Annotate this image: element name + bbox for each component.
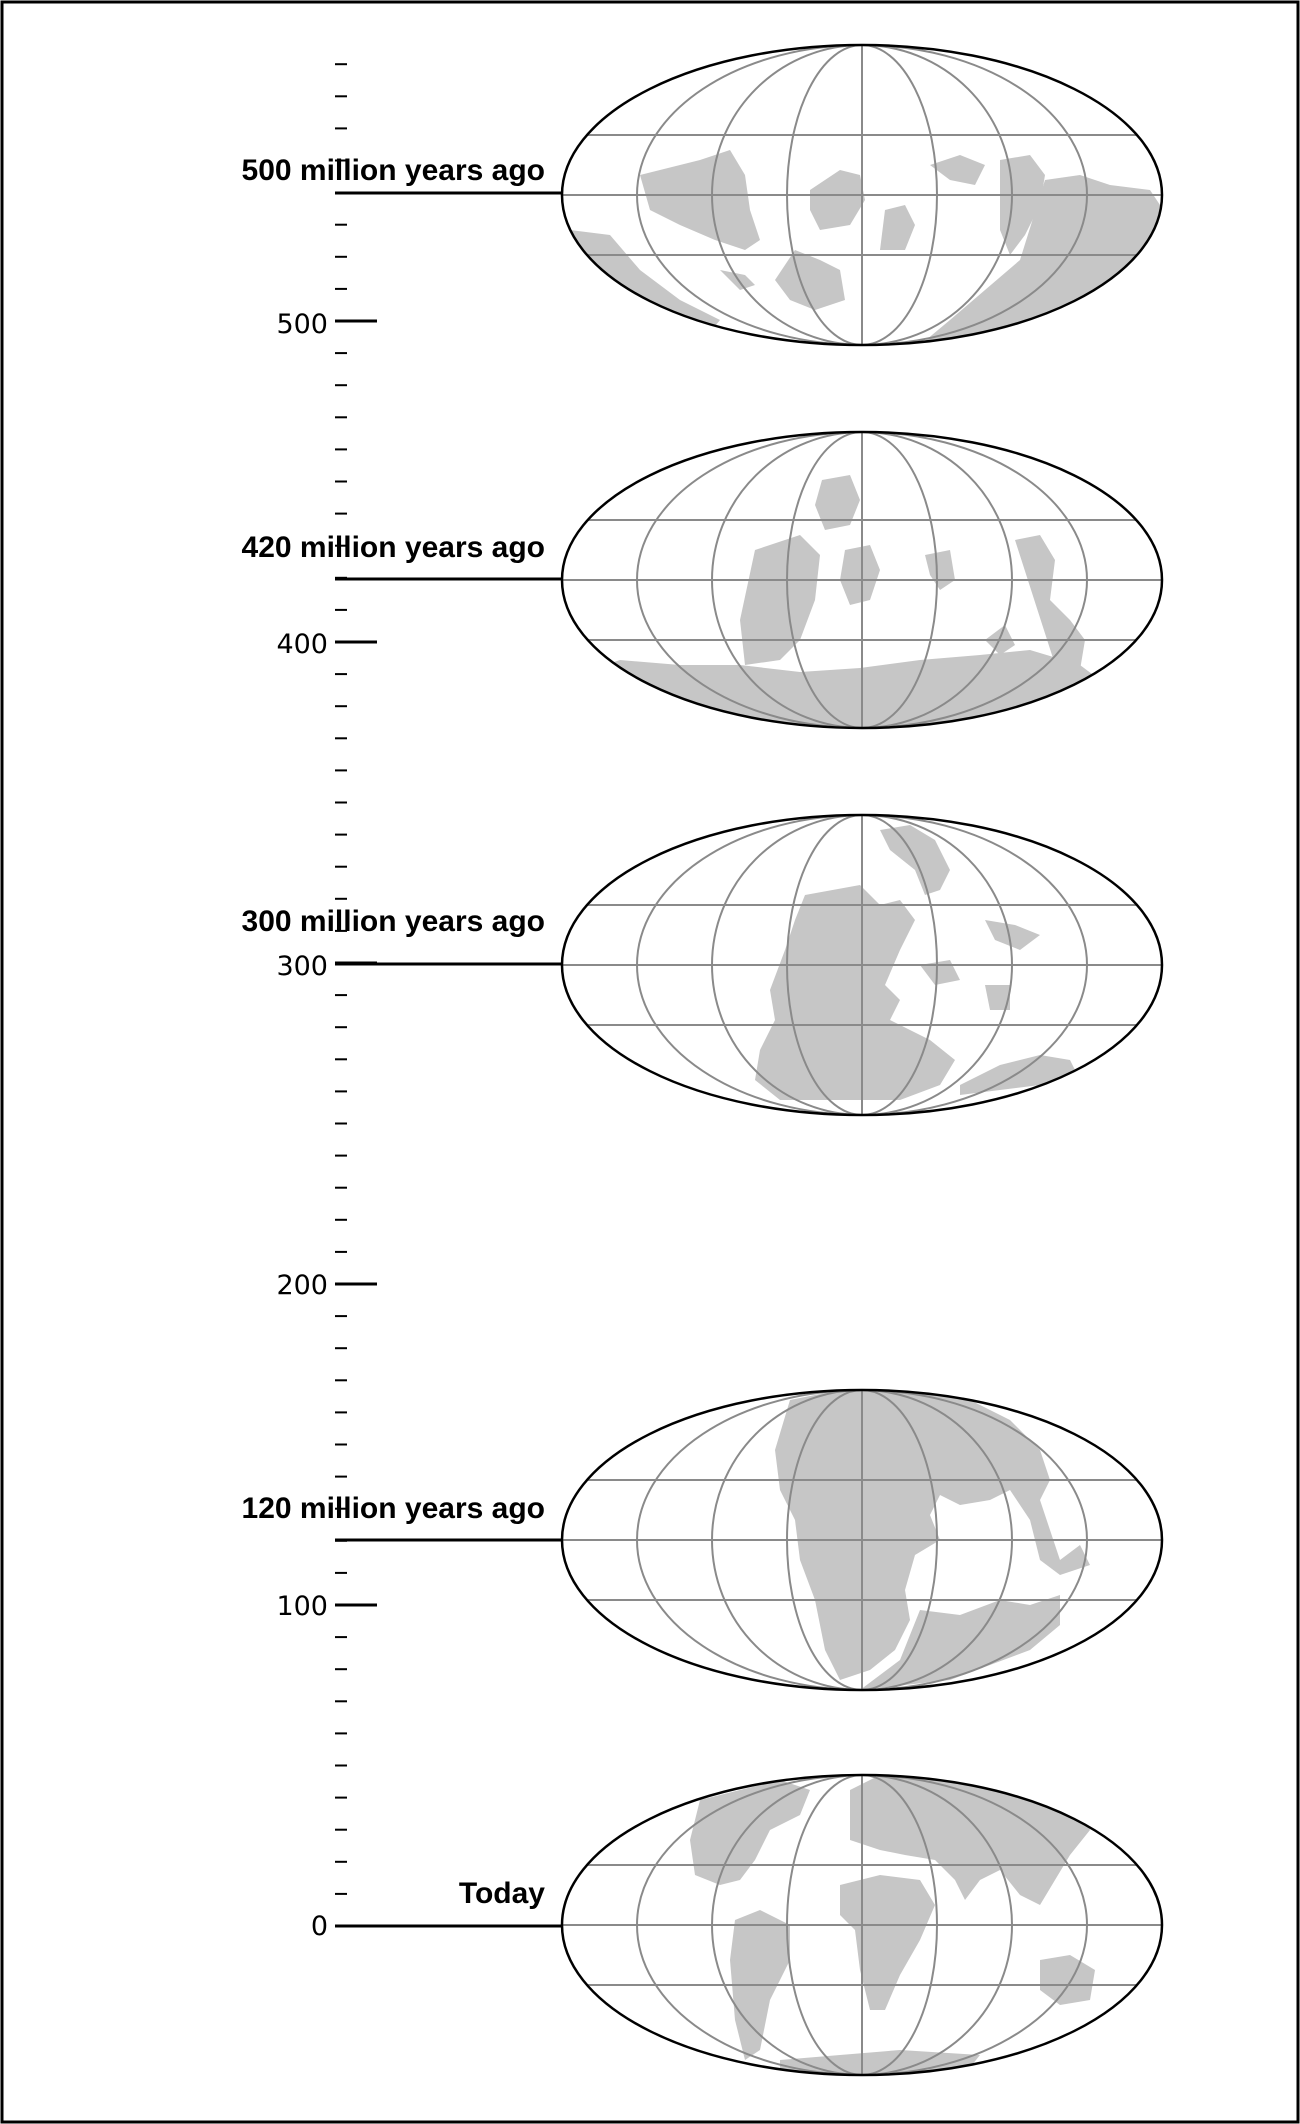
- era-label-420: 420 million years ago: [241, 531, 545, 564]
- tick-label-0: 0: [310, 1911, 328, 1942]
- tick-label-100: 100: [276, 1591, 328, 1622]
- globe-420-mya: [560, 425, 1170, 735]
- tick-label-200: 200: [276, 1270, 328, 1301]
- timeline-ticks: [335, 64, 377, 1926]
- era-label-300: 300 million years ago: [241, 905, 545, 938]
- era-label-120: 120 million years ago: [241, 1492, 545, 1525]
- era-label-500: 500 million years ago: [241, 154, 545, 187]
- landmasses-120: [775, 1385, 1090, 1690]
- era-labels: [242, 154, 562, 1926]
- tick-label-400: 400: [276, 629, 328, 660]
- globe-120-mya: [560, 1385, 1170, 1695]
- globe-500-mya: [560, 40, 1170, 350]
- era-label-today: Today: [458, 1877, 545, 1910]
- globe-today: [560, 1770, 1170, 2080]
- landmasses-420: [560, 475, 1100, 730]
- tick-label-500: 500: [276, 309, 328, 340]
- globe-300-mya: [560, 810, 1170, 1120]
- figure-frame: [2, 2, 1298, 2122]
- tick-label-300: 300: [276, 951, 328, 982]
- landmasses-today: [690, 1775, 1095, 2080]
